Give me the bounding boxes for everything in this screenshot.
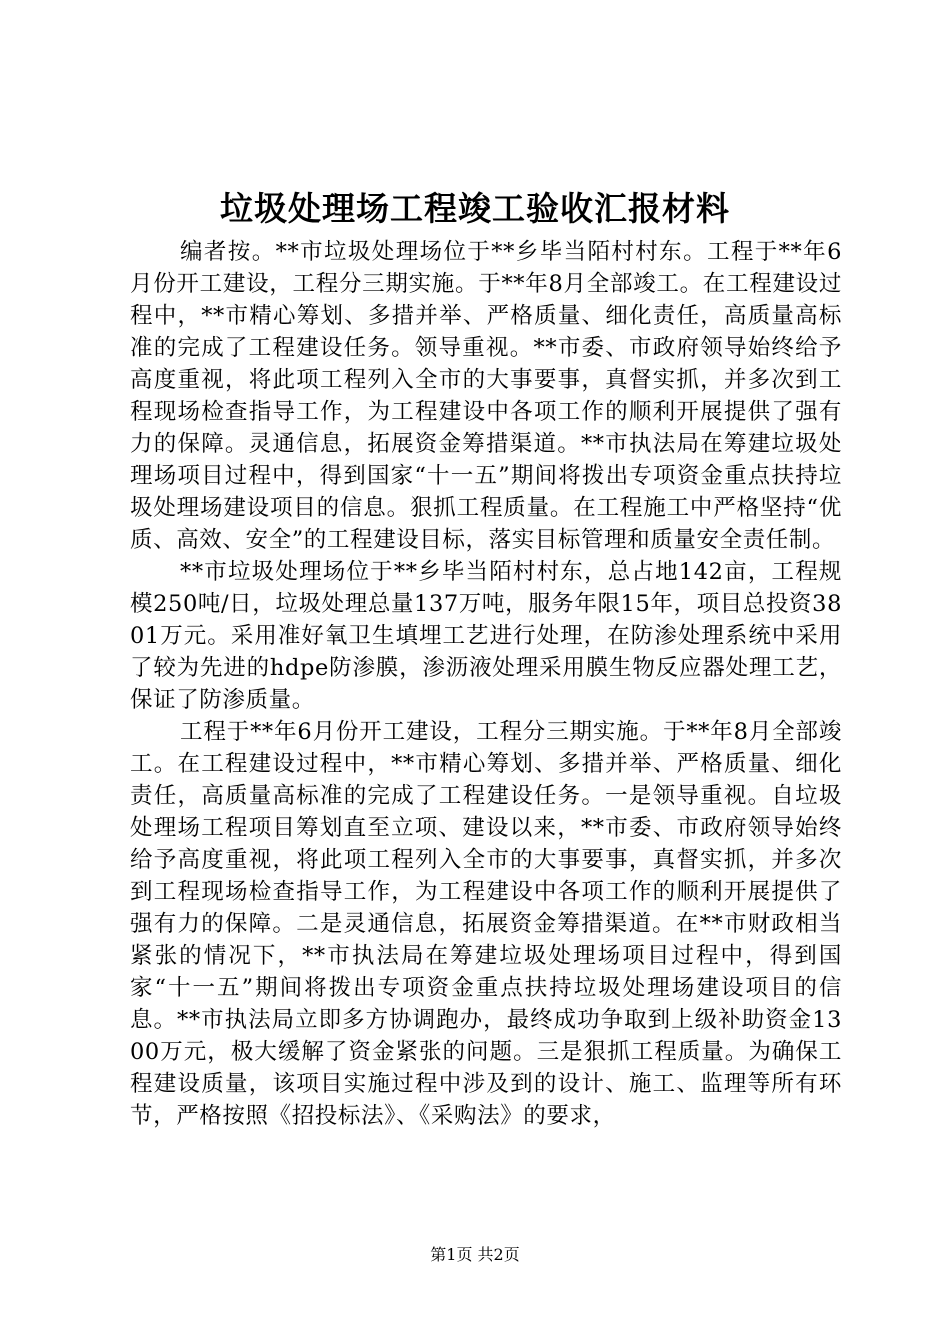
paragraph-construction-process: 工程于**年6月份开工建设，工程分三期实施。于**年8月全部竣工。在工程建设过程中，**市精心筹划、多措并举、严格质量、细化责任，高质量高标准的完成了工程建设任务。一是领导重视。自垃圾处理场工程项目筹划直至立项、建设以来，**市委、市政府领导始终给予高度重视，将此项工程列入全市的大事要事，真督实抓，并多次到工程现场检查指导工作，为工程建设中各项工作的顺利开展提供了强有力的保障。二是灵通信息，拓展资金筹措渠道。在**市财政相当紧张的情况下，**市执法局在筹建垃圾处理场项目过程中，得到国家“十一五”期间将拨出专项资金重点扶持垃圾处理场建设项目的信息。**市执法局立即多方协调跑办，最终成功争取到上级补助资金1300万元，极大缓解了资金紧张的问题。三是狠抓工程质量。为确保工程建设质量，该项目实施过程中涉及到的设计、施工、监理等所有环节，严格按照《招投标法》、《采购法》的要求， [130,719,842,1129]
document-title: 垃圾处理场工程竣工验收汇报材料 [220,189,730,228]
paragraph-editor-note: 编者按。**市垃圾处理场位于**乡毕当陌村村东。工程于**年6月份开工建设，工程分三期实施。于**年8月全部竣工。在工程建设过程中，**市精心筹划、多措并举、严格质量、细化责任，高质量高标准的完成了工程建设任务。领导重视。**市委、市政府领导始终给予高度重视，将此项工程列入全市的大事要事，真督实抓，并多次到工程现场检查指导工作，为工程建设中各项工作的顺利开展提供了强有力的保障。灵通信息，拓展资金筹措渠道。**市执法局在筹建垃圾处理场项目过程中，得到国家“十一五”期间将拨出专项资金重点扶持垃圾处理场建设项目的信息。狠抓工程质量。在工程施工中严格坚持“优质、高效、安全”的工程建设目标，落实目标管理和质量安全责任制。 [130,239,842,553]
paragraph-site-overview: **市垃圾处理场位于**乡毕当陌村村东，总占地142亩，工程规模250吨/日，垃圾处理总量137万吨，服务年限15年，项目总投资3801万元。采用准好氧卫生填埋工艺进行处理，在防渗处理系统中采用了较为先进的hdpe防渗膜，渗沥液处理采用膜生物反应器处理工艺，保证了防渗质量。 [130,559,842,713]
page-footer: 第1页 共2页 [430,1245,520,1264]
document-body [130,236,842,1132]
